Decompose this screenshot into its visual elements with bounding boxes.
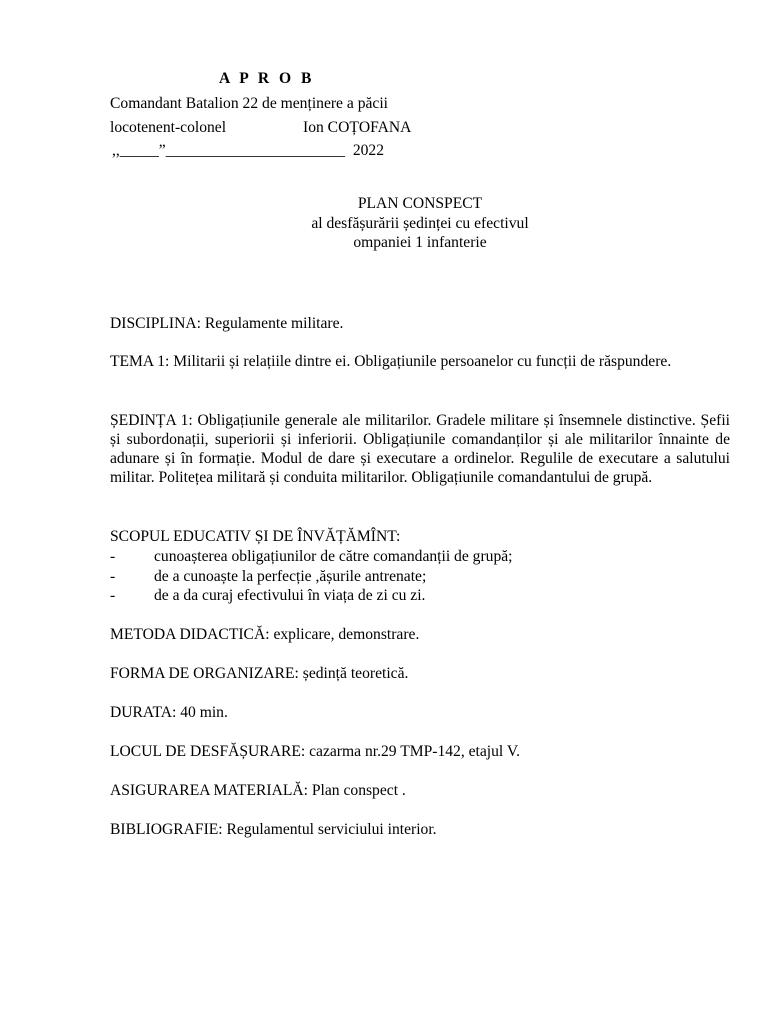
section-scopul-title: SCOPUL EDUCATIV ȘI DE ÎNVĂȚĂMÎNT: [110,528,401,545]
section-asigurarea: ASIGURAREA MATERIALĂ: Plan conspect . [110,782,406,799]
section-sedinta: ȘEDINȚA 1: Obligațiunile generale ale militarilor. Gradele militare și însemnele distinctive. Șefii și subordonații, superiorii și inferiorii. Obligațiunile comandanților și ale militarilor înnainte de adunare și în formație. Modul de dare și executare a ordinelor. Regulile de executare a salutului militar. Politețea militară și conduita militarilor. Obligațiunile comandantului de grupă. [110,412,730,486]
approval-signatory-line [110,118,411,137]
section-metoda: METODA DIDACTICĂ: explicare, demonstrare. [110,626,420,643]
section-durata: DURATA: 40 min. [110,704,228,721]
approval-name: Ion COȚOFANA [303,119,412,136]
section-bibliografie: BIBLIOGRAFIE: Regulamentul serviciului interior. [110,821,437,838]
section-disciplina: DISCIPLINA: Regulamente militare. [110,315,344,332]
section-tema: TEMA 1: Militarii și relațiile dintre ei. Obligațiunile persoanelor cu funcții de răspundere. [110,353,672,370]
document-title: PLAN CONSPECT [357,195,483,212]
approval-commander-line: Comandant Batalion 22 de menținere a păcii [110,95,388,112]
list-item-text: de a da curaj efectivului în viața de zi cu zi. [154,587,426,604]
approval-rank: locotenent-colonel [110,119,227,136]
section-locul: LOCUL DE DESFĂȘURARE: cazarma nr.29 TMP-142, etajul V. [110,743,521,760]
list-item-text: de a cunoaște la perfecție ,ășurile antrenate; [154,567,427,585]
list-item-text: cunoașterea obligațiunilor de către comandanții de grupă; [154,548,513,565]
list-dash: - [110,587,116,604]
section-forma: FORMA DE ORGANIZARE: ședință teoretică. [110,665,409,682]
document-subtitle-1: al desfășurării ședinței cu efectivul [311,215,529,232]
document-subtitle-2: ompaniei 1 infanterie [353,234,487,251]
list-dash: - [110,548,116,565]
approval-date-line: ,,_____”_______________________ 2022 [112,142,385,159]
approval-title: A P R O B [219,70,315,87]
list-dash: - [110,567,116,585]
